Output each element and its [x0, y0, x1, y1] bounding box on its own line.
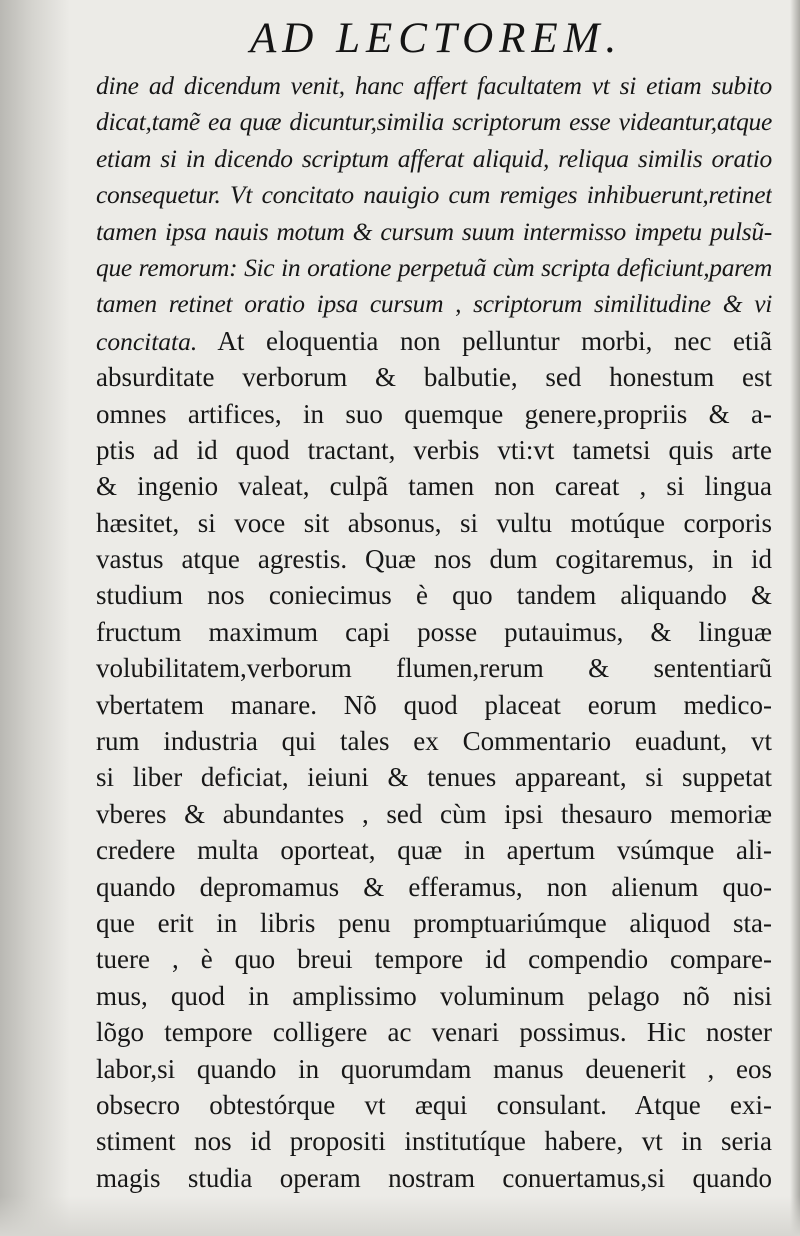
text-line: dine ad dicendum venit, hanc affert facultatem vt si etiam subito [96, 71, 772, 100]
page-edge [790, 0, 800, 1236]
text-line: que erit in libris penu promptuariúmque aliquod sta- [96, 907, 772, 938]
text-line: tuere , è quo breui tempore id compendio compare- [96, 944, 772, 975]
text-line: si liber deficiat, ieiuni & tenues appareant, si suppetat [96, 762, 772, 793]
text-line: mus, quod in amplissimo voluminum pelago nõ nisi [96, 980, 772, 1011]
body-text [96, 68, 772, 1233]
text-line: credere multa oporteat, quæ in apertum vsúmque ali- [96, 835, 772, 866]
text-line: quando depromamus & efferamus, non alienum quo- [96, 871, 772, 902]
text-line: & ingenio valeat, culpã tamen non careat , si lingua [96, 471, 772, 502]
text-line: vastus atque agrestis. Quæ nos dum cogitaremus, in id [96, 544, 772, 575]
text-line: que remorum: Sic in oratione perpetuã cùm scripta deficiunt,parem [96, 252, 772, 282]
text-line: hæsitet, si voce sit absonus, si vultu motúque corporis [96, 507, 772, 538]
text-line [96, 323, 772, 359]
text-line: stiment nos id propositi institutíque habere, vt in seria [96, 1126, 772, 1157]
text-line: vbertatem manare. Nõ quod placeat eorum medico- [96, 689, 772, 720]
italic-segment: concitata. [96, 326, 198, 356]
gutter-shadow [0, 0, 70, 1236]
text-line [96, 1196, 772, 1232]
text-line: rum industria qui tales ex Commentario euadunt, vt [96, 726, 772, 757]
text-line: consequetur. Vt concitato nauigio cum remiges inhibuerunt,retinet [96, 180, 772, 210]
text-line: volubilitatem,verborum flumen,rerum & sententiarũ [96, 653, 772, 684]
text-line: tamen ipsa nauis motum & cursum suum intermisso impetu pulsũ- [96, 216, 772, 246]
text-line: magis studia operam nostram conuertamus,si quando [96, 1162, 772, 1193]
text-line: absurditate verborum & balbutie, sed honestum est [96, 362, 772, 393]
text-line: obsecro obtestórque vt æqui consulant. Atque exi- [96, 1089, 772, 1120]
text-line: tamen retinet oratio ipsa cursum , scriptorum similitudine & vi [96, 289, 772, 319]
text-line: fructum maximum capi posse putauimus, & linguæ [96, 616, 772, 647]
text-line: dicat,tamẽ ea quæ dicuntur,similia scriptorum esse videantur,atque [96, 107, 772, 137]
text-line: lõgo tempore colligere ac venari possimus. Hic noster [96, 1017, 772, 1048]
text-line: vberes & abundantes , sed cùm ipsi thesauro memoriæ [96, 798, 772, 829]
running-head: AD LECTOREM. [250, 15, 623, 62]
text-line: studium nos coniecimus è quo tandem aliquando & [96, 580, 772, 611]
roman-segment: At eloquentia non pelluntur morbi, nec etiã [217, 325, 772, 356]
text-line: omnes artifices, in suo quemque genere,propriis & a- [96, 398, 772, 429]
text-line: etiam si in dicendo scriptum afferat aliquid, reliqua similis oratio [96, 143, 772, 173]
text-line: ptis ad id quod tractant, verbis vti:vt tametsi quis arte [96, 434, 772, 465]
text-line: labor,si quando in quorumdam manus deuenerit , eos [96, 1053, 772, 1084]
